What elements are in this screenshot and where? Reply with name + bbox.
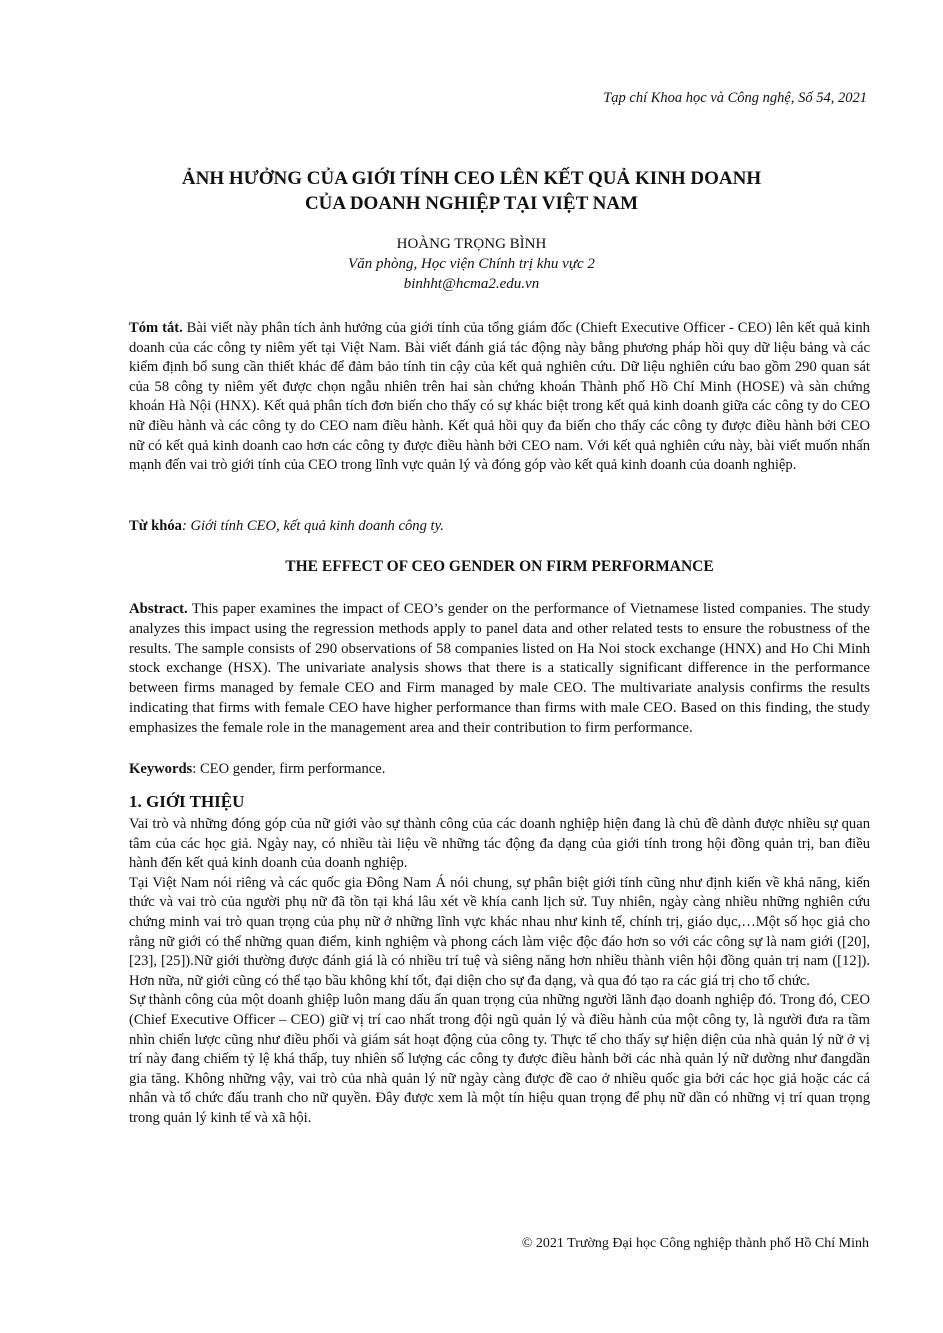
keywords-english <box>129 760 870 780</box>
keywords-en-label: Keywords <box>129 761 193 777</box>
intro-paragraph-2: Tại Việt Nam nói riêng và các quốc gia Đông Nam Á nói chung, sự phân biệt giới tính cũng như định kiến về khả năng, kiến thức và vai trò của người phụ nữ đã tồn tại khá lâu xét về khía canh lịch sử. Tuy nhiên, ngày càng nhiều những nghiên cứu chứng minh vai trò quan trọng của phụ nữ ở những lĩnh vực khác nhau như kinh tế, chính trị, giáo dục,…Một số học giả cho rằng nữ giới có thể những quan điểm, kinh nghiệm và phong cách làm việc độc đáo hơn so với các công sự là nam giới ([20], [23], [25]).Nữ giới thường được đánh giá là có nhiều trí tuệ và siêng năng hơn nhiều thành viên hội đồng quản trị nam ([12]). Hơn nữa, nữ giới cũng có thể tạo bầu không khí tốt, đại diện cho sự đa dạng, và qua đó tạo ra các giá trị cho tổ chức. <box>129 874 870 989</box>
intro-body <box>129 815 870 1129</box>
abstract-vi-text: Bài viết này phân tích ảnh hưởng của giới tính của tổng giám đốc (Chieft Executive Officer - CEO) lên kết quả kinh doanh của các công ty niêm yết tại Việt Nam. Bài viết đánh giá tác động này bằng phương pháp hồi quy dữ liệu bảng và các kiểm định bổ sung cần thiết khác để đảm bảo tính tin cậy của kết quả nghiên cứu. Dữ liệu nghiên cứu bao gồm 290 quan sát của 58 công ty niêm yết được chọn ngẫu nhiên trên hai sàn chứng khoán Thành phố Hồ Chí Minh (HOSE) và sàn chứng khoán Hà Nội (HNX). Kết quả phân tích đơn biến cho thấy có sự khác biệt trong kết quả kinh doanh giữa các công ty do CEO nữ điều hành và các công ty do CEO nam điều hành. Kết quả hồi quy đa biến cho thấy các công ty được điều hành bởi CEO nữ có kết quả kinh doanh cao hơn các công ty được điều hành bởi CEO nam. Với kết quả nghiên cứu này, bài viết muốn nhấn mạnh đến vai trò giới tính của CEO trong lĩnh vực quản lý và đóng góp vào kết quả kinh doanh của doanh nghiệp. <box>129 320 870 474</box>
intro-paragraph-1: Vai trò và những đóng góp của nữ giới vào sự thành công của các doanh nghiệp hiện đang là chủ đề dành được nhiều sự quan tâm của các học giả. Ngày nay, có nhiều tài liệu về những tác động đa dạng của giới tính trong hội đồng quản trị, ban điều hành đến kết quả kinh doanh của doanh nghiệp. <box>129 816 870 872</box>
english-title: THE EFFECT OF CEO GENDER ON FIRM PERFORMANCE <box>285 558 714 575</box>
abstract-en-label: Abstract. <box>129 601 188 617</box>
abstract-vi-label: Tóm tắt. <box>129 320 183 336</box>
abstract-en-text: This paper examines the impact of CEO’s gender on the performance of Vietnamese listed companies. The study analyzes this impact using the regression methods apply to panel data and other related tests to ensure the robustness of the results. The sample consists of 290 observations of 58 companies listed on Ha Noi stock exchange (HNX) and Ho Chi Minh stock exchange (HSX). The univariate analysis shows that there is a statically significant difference in the performance between firms managed by female CEO and Firm managed by male CEO. The multivariate analysis confirms the results indicating that firms with female CEO have higher performance than firms with male CEO. Based on this finding, the study emphasizes the female role in the management area and their contribution to firm performance. <box>129 601 870 736</box>
keywords-vi-text: : Giới tính CEO, kết quả kinh doanh công ty. <box>181 518 444 534</box>
keywords-vietnamese <box>129 517 870 537</box>
author-block <box>100 234 843 294</box>
section-heading-intro: 1. GIỚI THIỆU <box>129 792 245 811</box>
keywords-vi-label: Từ khóa <box>129 518 182 534</box>
paper-title-line-2: CỦA DOANH NGHIỆP TẠI VIỆT NAM <box>304 193 639 214</box>
paper-title <box>100 166 843 216</box>
author-email: binhht@hcma2.edu.vn <box>403 276 540 292</box>
journal-header: Tạp chí Khoa học và Công nghệ, Số 54, 2021 <box>603 90 867 106</box>
intro-paragraph-3: Sự thành công của một doanh ghiệp luôn mang dấu ấn quan trọng của những người lãnh đạo doanh nghiệp đó. Trong đó, CEO (Chief Executive Officer – CEO) giữ vị trí cao nhất trong đội ngũ quản lý và điều hành của một công ty, là người đưa ra tầm nhìn chiến lược cũng như điều phối và giám sát hoạt động của công ty. Thực tế cho thấy sự hiện diện của nhà quản lý nữ ở vị trí này đang chiếm tỷ lệ khá thấp, tuy nhiên số lượng các công ty được điều hành bởi các nhà quản lý nữ dường như đangdần gia tăng. Không những vậy, vai trò của nhà quản lý nữ ngày càng được đề cao ở nhiều quốc gia bởi các học giả hoặc các cá nhân và tổ chức đấu tranh cho nữ quyền. Đây được xem là một tín hiệu quan trọng để phụ nữ dần có những vị trí quan trọng trong quản lý kinh tế và xã hội. <box>129 992 870 1126</box>
paper-title-line-1: ẢNH HƯỞNG CỦA GIỚI TÍNH CEO LÊN KẾT QUẢ KINH DOANH <box>181 168 762 189</box>
footer-copyright: © 2021 Trường Đại học Công nghiệp thành phố Hồ Chí Minh <box>521 1236 869 1251</box>
author-name: HOÀNG TRỌNG BÌNH <box>396 236 547 252</box>
abstract-english <box>129 600 870 739</box>
author-affiliation: Văn phòng, Học viện Chính trị khu vực 2 <box>348 256 595 272</box>
keywords-en-text: : CEO gender, firm performance. <box>192 761 386 777</box>
abstract-vietnamese <box>129 319 870 476</box>
